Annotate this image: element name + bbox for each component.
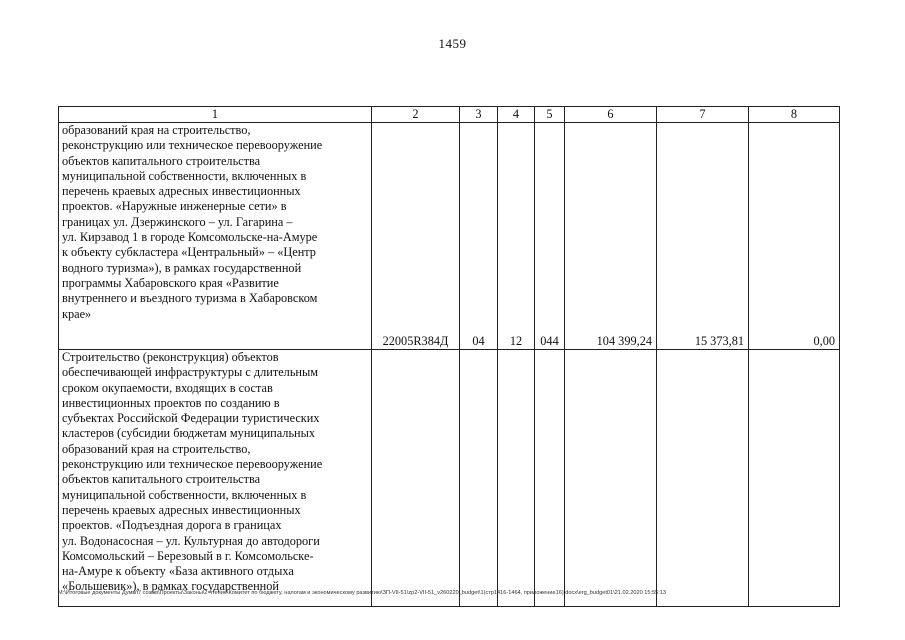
description-line: программы Хабаровского края «Развитие bbox=[62, 275, 279, 290]
description-line: обеспечивающей инфраструктуры с длительным bbox=[62, 365, 319, 380]
description-line: проектов. «Подъездная дорога в границах bbox=[62, 518, 282, 533]
column-header-4: 4 bbox=[498, 107, 535, 123]
empty-cell bbox=[657, 350, 749, 607]
row-col5: 044 bbox=[535, 123, 565, 350]
column-header-3: 3 bbox=[460, 107, 498, 123]
description-line: водного туризма»), в рамках государственной bbox=[62, 260, 302, 275]
description-line: «Большевик»), в рамках государственной bbox=[62, 579, 279, 594]
description-line: перечень краевых адресных инвестиционных bbox=[62, 502, 301, 517]
description-line: сроком окупаемости, входящих в состав bbox=[62, 380, 273, 395]
table-header-row bbox=[59, 107, 840, 123]
table-row bbox=[59, 350, 840, 607]
row-col7: 15 373,81 bbox=[657, 123, 749, 350]
column-header-1: 1 bbox=[59, 107, 372, 123]
row-col3: 04 bbox=[460, 123, 498, 350]
description-line: перечень краевых адресных инвестиционных bbox=[62, 184, 301, 199]
column-header-8: 8 bbox=[749, 107, 840, 123]
description-line: крае» bbox=[62, 306, 92, 321]
description-line: муниципальной собственности, включенных в bbox=[62, 168, 307, 183]
description-line: на-Амуре к объекту «База активного отдыха bbox=[62, 564, 294, 579]
row-code: 22005R384Д bbox=[372, 123, 460, 350]
description-line: к объекту субкластера «Центральный» – «Центр bbox=[62, 245, 316, 260]
empty-cell bbox=[565, 350, 657, 607]
column-header-5: 5 bbox=[535, 107, 565, 123]
description-line: проектов. «Наружные инженерные сети» в bbox=[62, 199, 287, 214]
row-description bbox=[59, 350, 372, 607]
description-line: субъектах Российской Федерации туристических bbox=[62, 411, 320, 426]
description-line: Строительство (реконструкция) объектов bbox=[62, 350, 279, 364]
description-line: реконструкцию или техническое перевооружение bbox=[62, 457, 323, 472]
table-row bbox=[59, 123, 840, 350]
description-line: образований края на строительство, bbox=[62, 123, 251, 137]
column-header-2: 2 bbox=[372, 107, 460, 123]
description-line: муниципальной собственности, включенных в bbox=[62, 487, 307, 502]
row-description bbox=[59, 123, 372, 350]
description-line: Комсомольский – Березовый в г. Комсомольске- bbox=[62, 548, 314, 563]
empty-cell bbox=[498, 350, 535, 607]
empty-cell bbox=[749, 350, 840, 607]
column-header-7: 7 bbox=[657, 107, 749, 123]
row-col8: 0,00 bbox=[749, 123, 840, 350]
description-line: ул. Кирзавод 1 в городе Комсомольске-на-Амуре bbox=[62, 230, 318, 245]
column-header-6: 6 bbox=[565, 107, 657, 123]
description-line: границах ул. Дзержинского – ул. Гагарина – bbox=[62, 214, 293, 229]
description-line: внутреннего и въездного туризма в Хабаровском bbox=[62, 291, 318, 306]
description-line: кластеров (субсидии бюджетам муниципальных bbox=[62, 426, 316, 441]
row-col4: 12 bbox=[498, 123, 535, 350]
empty-cell bbox=[535, 350, 565, 607]
page-number: 1459 bbox=[438, 36, 467, 51]
description-line: объектов капитального строительства bbox=[62, 472, 261, 487]
empty-cell bbox=[372, 350, 460, 607]
footer-file-path: M:\Итоговые документы Думы\7 созыв\Проекты\Законы\2 чтение\Комитет по бюджету, налогам и экономическому развитию\ЗП-VII-51\zp2-VII-51_v260220_budget\1(стр1416-1464, приложение16).docx\erg_budget01\21.02.2020 15:55:13 bbox=[58, 590, 667, 596]
description-line: образований края на строительство, bbox=[62, 441, 251, 456]
description-line: объектов капитального строительства bbox=[62, 153, 261, 168]
row-col6: 104 399,24 bbox=[565, 123, 657, 350]
budget-table bbox=[58, 106, 840, 607]
description-line: реконструкцию или техническое перевооружение bbox=[62, 138, 323, 153]
description-line: инвестиционных проектов по созданию в bbox=[62, 395, 280, 410]
empty-cell bbox=[460, 350, 498, 607]
description-line: ул. Водонасосная – ул. Культурная до автодороги bbox=[62, 533, 320, 548]
